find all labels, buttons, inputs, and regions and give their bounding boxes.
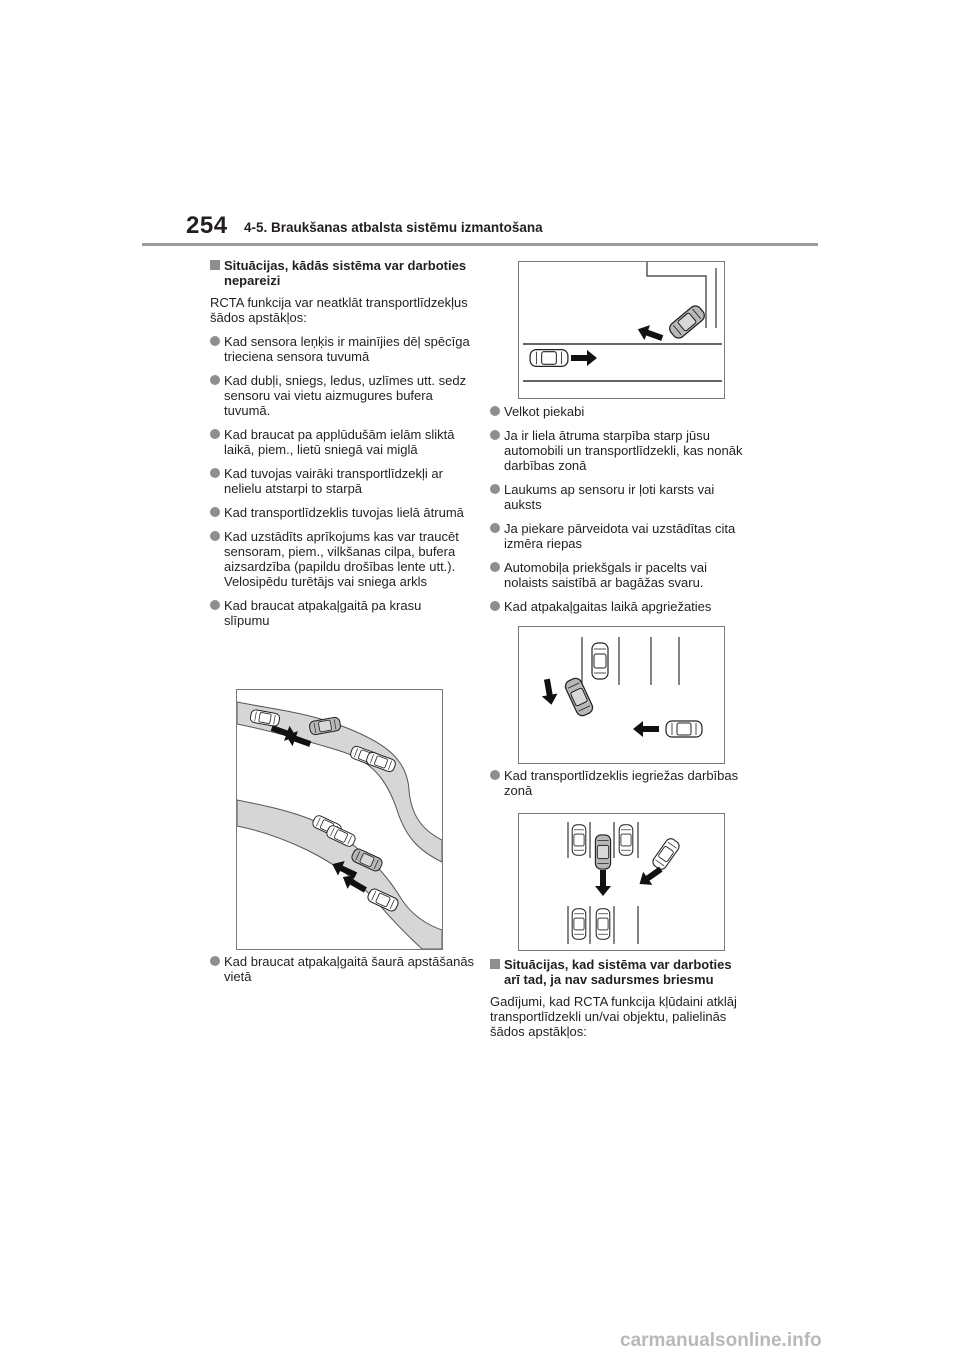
list-item: Kad braucat pa applūdušām ielām sliktā laikā, piem., lietū sniegā vai miglā [210, 427, 470, 457]
round-bullet-icon [490, 562, 500, 572]
list-item: Automobiļa priekšgals ir pacelts vai nolaists saistībā ar bagāžas svaru. [490, 560, 750, 590]
round-bullet-icon [210, 375, 220, 385]
section-heading [490, 957, 750, 987]
section-heading [210, 258, 470, 288]
round-bullet-icon [490, 430, 500, 440]
list-item: Kad atpakaļgaitas laikā apgriežaties [490, 599, 750, 614]
figure-turning [518, 626, 725, 764]
section-2 [490, 957, 750, 1048]
intro-paragraph: Gadījumi, kad RCTA funkcija kļūdaini atklāj transportlīdzekli un/vai objektu, palielinās šādos apstākļos: [490, 994, 737, 1039]
list-item: Ja ir liela ātruma starpība starp jūsu automobili un transportlīdzekli, kas nonāk darbības zonā [490, 428, 750, 473]
intro-paragraph: RCTA funkcija var neatklāt transportlīdzekļus šādos apstākļos: [210, 295, 468, 325]
list-item: Velkot piekabi [490, 404, 750, 419]
figure-entering-zone [518, 813, 725, 951]
square-marker-icon [490, 959, 500, 969]
round-bullet-icon [210, 507, 220, 517]
round-bullet-icon [490, 770, 500, 780]
round-bullet-icon [490, 523, 500, 533]
figure-parking-lot [518, 261, 725, 399]
section-title: Situācijas, kādās sistēma var darboties nepareizi [224, 258, 467, 288]
list-item: Kad tuvojas vairāki transportlīdzekļi ar nelielu atstarpi to starpā [210, 466, 470, 496]
round-bullet-icon [210, 956, 220, 966]
list-item: Kad transportlīdzeklis iegriežas darbības zonā [490, 768, 764, 798]
round-bullet-icon [490, 484, 500, 494]
header-title: 4-5. Braukšanas atbalsta sistēmu izmantošana [244, 220, 543, 235]
list-item: Kad braucat atpakaļgaitā šaurā apstāšanās vietā [210, 954, 484, 984]
section-title: Situācijas, kad sistēma var darboties arī tad, ja nav sadursmes briesmu [504, 957, 732, 987]
round-bullet-icon [210, 468, 220, 478]
round-bullet-icon [490, 406, 500, 416]
watermark: carmanualsonline.info [620, 1330, 822, 1351]
list-item: Kad sensora leņķis ir mainījies dēļ spēcīga trieciena sensora tuvumā [210, 334, 470, 364]
round-bullet-icon [210, 531, 220, 541]
list-item: Kad dubļi, sniegs, ledus, uzlīmes utt. sedz sensoru vai vietu aizmugures bufera tuvumā. [210, 373, 470, 418]
list-item: Kad braucat atpakaļgaitā pa krasu slīpumu [210, 598, 470, 628]
list-item: Kad transportlīdzeklis tuvojas lielā ātrumā [210, 505, 470, 520]
figure-slope [236, 689, 443, 950]
page-number: 254 [186, 212, 228, 239]
list-item: Laukums ap sensoru ir ļoti karsts vai auksts [490, 482, 750, 512]
round-bullet-icon [210, 336, 220, 346]
list-item: Ja piekare pārveidota vai uzstādītas cita izmēra riepas [490, 521, 750, 551]
square-marker-icon [210, 260, 220, 270]
right-column [490, 404, 750, 623]
round-bullet-icon [210, 429, 220, 439]
round-bullet-icon [210, 600, 220, 610]
left-column [210, 258, 470, 637]
header-rule [142, 243, 818, 246]
list-item: Kad uzstādīts aprīkojums kas var traucēt sensoram, piem., vilkšanas cilpa, bufera aizsardzība (papildu drošības lente utt.). Velosipēdu turētājs vai sniega arkls [210, 529, 470, 589]
round-bullet-icon [490, 601, 500, 611]
